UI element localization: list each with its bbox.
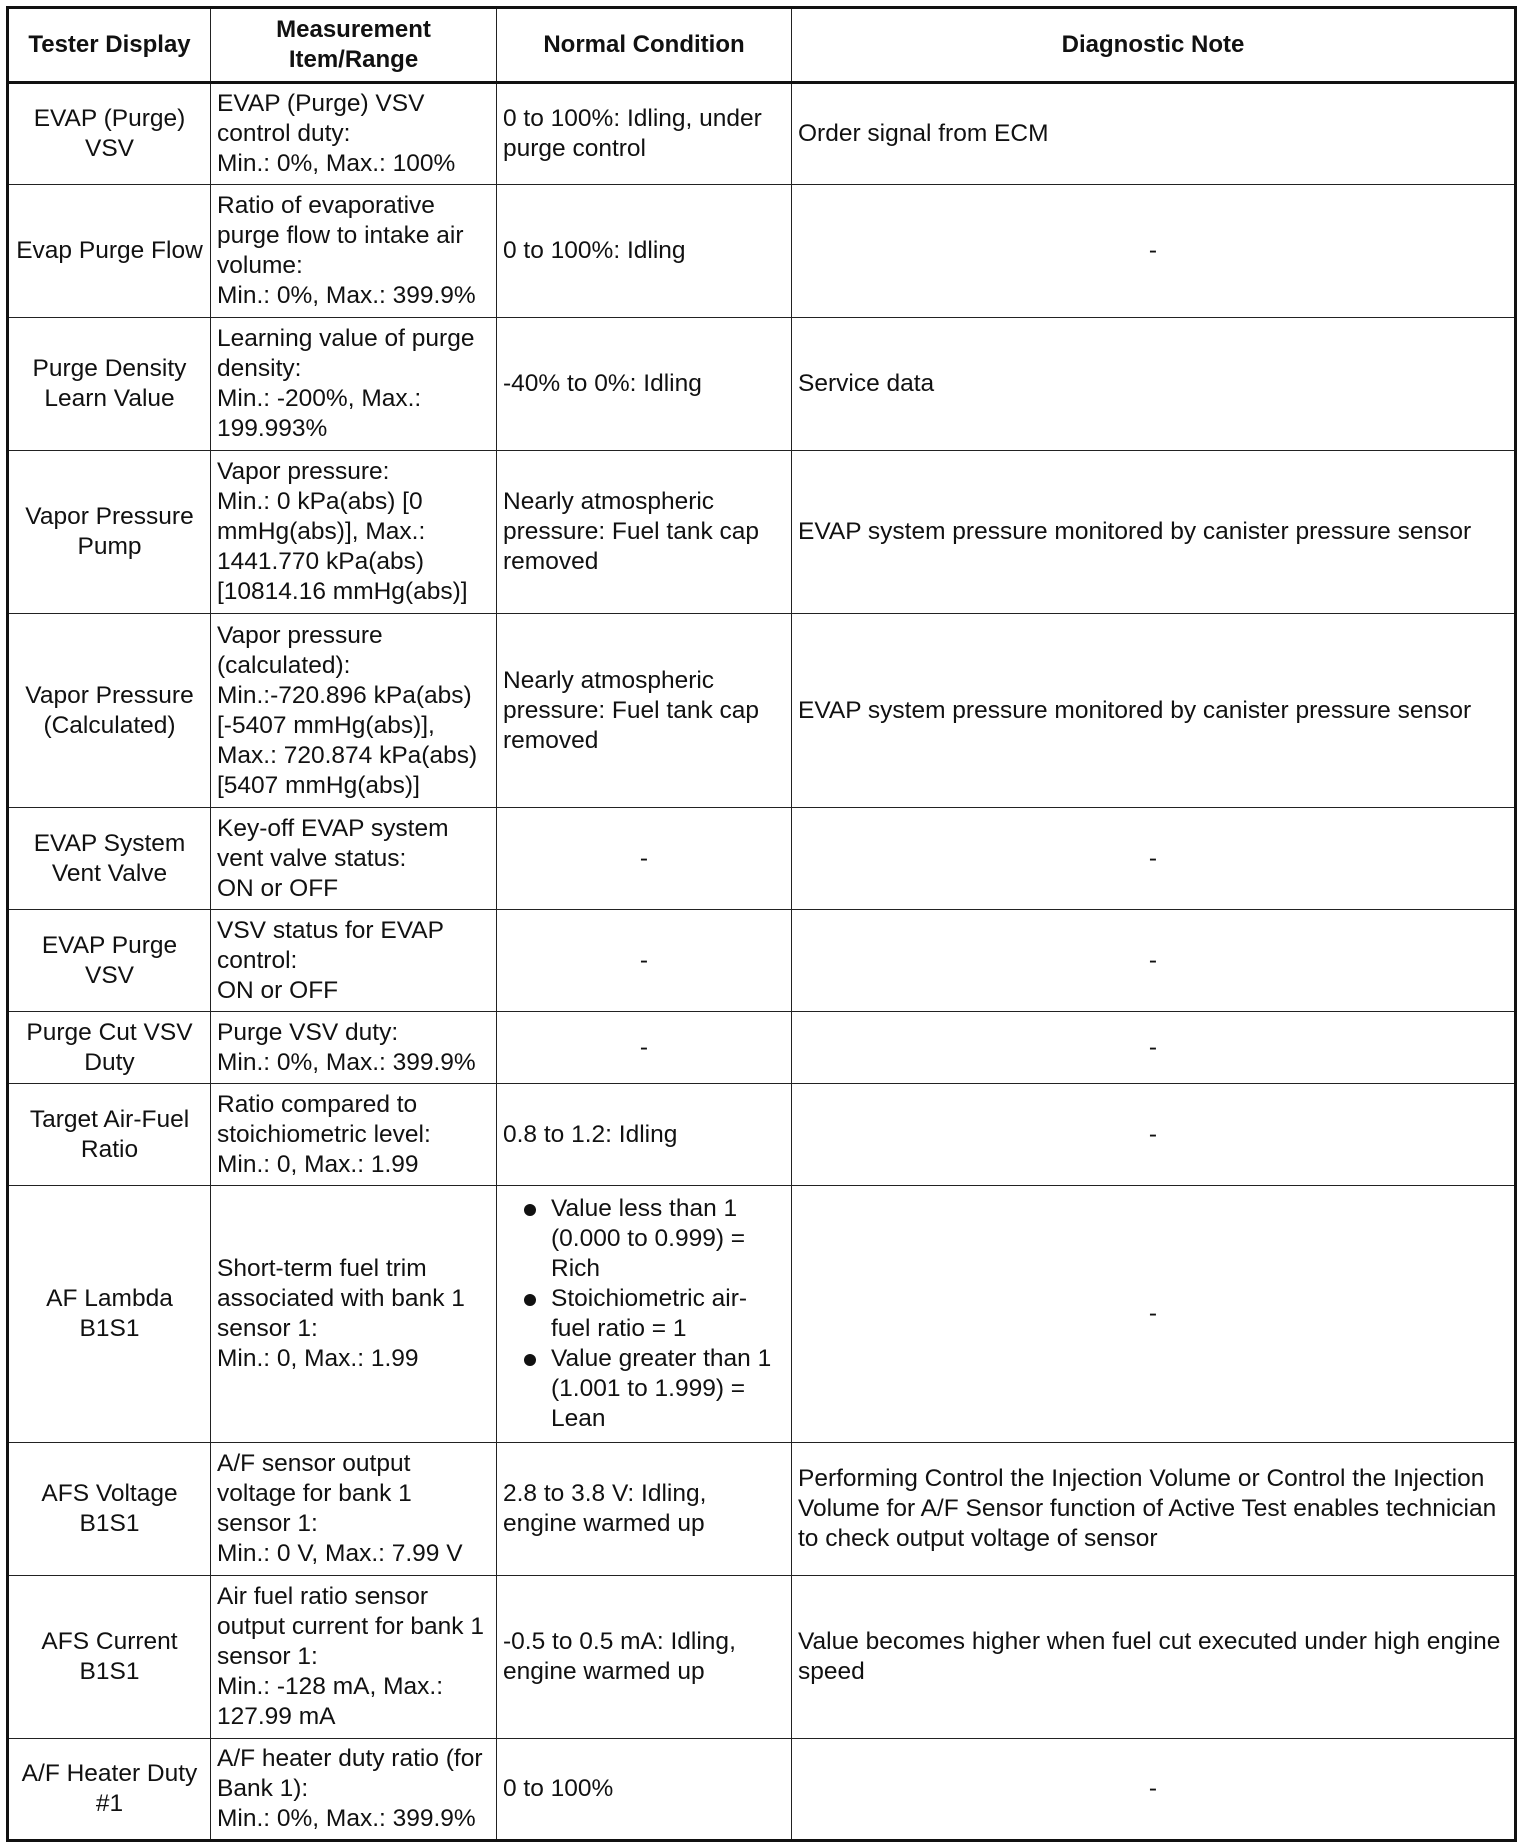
diagnostic-note-cell: EVAP system pressure monitored by canister pressure sensor [792, 451, 1516, 614]
normal-condition-cell: 0 to 100%: Idling, under purge control [497, 83, 792, 185]
measurement-cell [211, 910, 497, 1012]
normal-condition-cell: Nearly atmospheric pressure: Fuel tank cap removed [497, 451, 792, 614]
normal-condition-cell: 0 to 100%: Idling [497, 185, 792, 318]
table-row [8, 1443, 1516, 1576]
measurement-cell [211, 1443, 497, 1576]
tester-display-cell: EVAP System Vent Valve [8, 808, 211, 910]
measurement-text: A/F sensor output voltage for bank 1 sensor 1: Min.: 0 V, Max.: 7.99 V [217, 1450, 463, 1567]
measurement-text: Key-off EVAP system vent valve status: ON or OFF [217, 814, 449, 902]
table-row [8, 1739, 1516, 1841]
tester-display-cell: Target Air-Fuel Ratio [8, 1084, 211, 1186]
table-row [8, 1576, 1516, 1739]
diagnostic-note-cell: - [792, 185, 1516, 318]
normal-condition-cell: 0 to 100% [497, 1739, 792, 1841]
table-row [8, 1012, 1516, 1084]
tester-display-cell: Evap Purge Flow [8, 185, 211, 318]
measurement-text: Purge VSV duty: Min.: 0%, Max.: 399.9% [217, 1018, 476, 1076]
table-header-row [8, 8, 1516, 83]
measurement-cell [211, 808, 497, 910]
diagnostic-note-cell: - [792, 1186, 1516, 1443]
normal-condition-cell: -0.5 to 0.5 mA: Idling, engine warmed up [497, 1576, 792, 1739]
measurement-cell [211, 185, 497, 318]
tester-display-cell: Purge Density Learn Value [8, 318, 211, 451]
measurement-text: VSV status for EVAP control: ON or OFF [217, 916, 444, 1004]
measurement-cell [211, 1186, 497, 1443]
diagnostic-note-cell: Service data [792, 318, 1516, 451]
diagnostic-note-cell: Order signal from ECM [792, 83, 1516, 185]
diagnostic-note-cell: EVAP system pressure monitored by canister pressure sensor [792, 614, 1516, 808]
table-row [8, 83, 1516, 185]
table-row [8, 910, 1516, 1012]
normal-condition-cell: 0.8 to 1.2: Idling [497, 1084, 792, 1186]
measurement-cell [211, 1739, 497, 1841]
diagnostic-note-cell: Value becomes higher when fuel cut executed under high engine speed [792, 1576, 1516, 1739]
measurement-text: Air fuel ratio sensor output current for bank 1 sensor 1: Min.: -128 mA, Max.: 127.99 mA [217, 1583, 484, 1730]
header-diagnostic-note: Diagnostic Note [792, 8, 1516, 83]
tester-display-cell: AFS Current B1S1 [8, 1576, 211, 1739]
document-page [6, 6, 1514, 1842]
diagnostic-note-cell: - [792, 1012, 1516, 1084]
tester-display-cell: Vapor Pressure Pump [8, 451, 211, 614]
measurement-text: A/F heater duty ratio (for Bank 1): Min.: 0%, Max.: 399.9% [217, 1745, 483, 1832]
measurement-cell [211, 451, 497, 614]
normal-condition-cell: -40% to 0%: Idling [497, 318, 792, 451]
table-row [8, 185, 1516, 318]
measurement-cell [211, 318, 497, 451]
diagnostic-note-cell: - [792, 1739, 1516, 1841]
measurement-text: Learning value of purge density: Min.: -200%, Max.: 199.993% [217, 325, 475, 442]
header-normal-condition: Normal Condition [497, 8, 792, 83]
data-list-table [6, 6, 1517, 1842]
bullet-item: Value less than 1 (0.000 to 0.999) = Rich [519, 1194, 785, 1284]
measurement-text: Ratio of evaporative purge flow to intake air volume: Min.: 0%, Max.: 399.9% [217, 192, 476, 309]
normal-condition-cell: - [497, 910, 792, 1012]
table-row [8, 451, 1516, 614]
tester-display-cell: AFS Voltage B1S1 [8, 1443, 211, 1576]
tester-display-cell: A/F Heater Duty #1 [8, 1739, 211, 1841]
normal-condition-cell [497, 1186, 792, 1443]
diagnostic-note-cell: - [792, 808, 1516, 910]
normal-condition-bullets [503, 1194, 785, 1434]
normal-condition-cell: - [497, 1012, 792, 1084]
table-row [8, 1084, 1516, 1186]
measurement-cell [211, 1576, 497, 1739]
tester-display-cell: EVAP Purge VSV [8, 910, 211, 1012]
measurement-text: Vapor pressure: Min.: 0 kPa(abs) [0 mmHg(abs)], Max.: 1441.770 kPa(abs) [10814.16 mmHg(abs)] [217, 458, 468, 605]
measurement-text: EVAP (Purge) VSV control duty: Min.: 0%, Max.: 100% [217, 90, 456, 177]
table-row [8, 808, 1516, 910]
diagnostic-note-cell: Performing Control the Injection Volume or Control the Injection Volume for A/F Sensor function of Active Test enables technician to check output voltage of sensor [792, 1443, 1516, 1576]
normal-condition-cell: Nearly atmospheric pressure: Fuel tank cap removed [497, 614, 792, 808]
bullet-item: Value greater than 1 (1.001 to 1.999) = Lean [519, 1344, 785, 1434]
normal-condition-cell: 2.8 to 3.8 V: Idling, engine warmed up [497, 1443, 792, 1576]
header-tester-display: Tester Display [8, 8, 211, 83]
measurement-cell [211, 614, 497, 808]
table-row [8, 1186, 1516, 1443]
bullet-item: Stoichiometric air-fuel ratio = 1 [519, 1284, 785, 1344]
measurement-text: Ratio compared to stoichiometric level: Min.: 0, Max.: 1.99 [217, 1090, 431, 1178]
header-measurement-range: Measurement Item/Range [211, 8, 497, 83]
measurement-cell [211, 1012, 497, 1084]
normal-condition-cell: - [497, 808, 792, 910]
measurement-text: Short-term fuel trim associated with bank 1 sensor 1: Min.: 0, Max.: 1.99 [217, 1255, 465, 1372]
measurement-cell [211, 1084, 497, 1186]
tester-display-cell: EVAP (Purge) VSV [8, 83, 211, 185]
diagnostic-note-cell: - [792, 910, 1516, 1012]
diagnostic-note-cell: - [792, 1084, 1516, 1186]
tester-display-cell: Purge Cut VSV Duty [8, 1012, 211, 1084]
table-row [8, 318, 1516, 451]
table-row [8, 614, 1516, 808]
measurement-text: Vapor pressure (calculated): Min.:-720.896 kPa(abs) [-5407 mmHg(abs)], Max.: 720.874 kPa(abs) [5407 mmHg(abs)] [217, 621, 478, 799]
tester-display-cell: AF Lambda B1S1 [8, 1186, 211, 1443]
measurement-cell [211, 83, 497, 185]
tester-display-cell: Vapor Pressure (Calculated) [8, 614, 211, 808]
